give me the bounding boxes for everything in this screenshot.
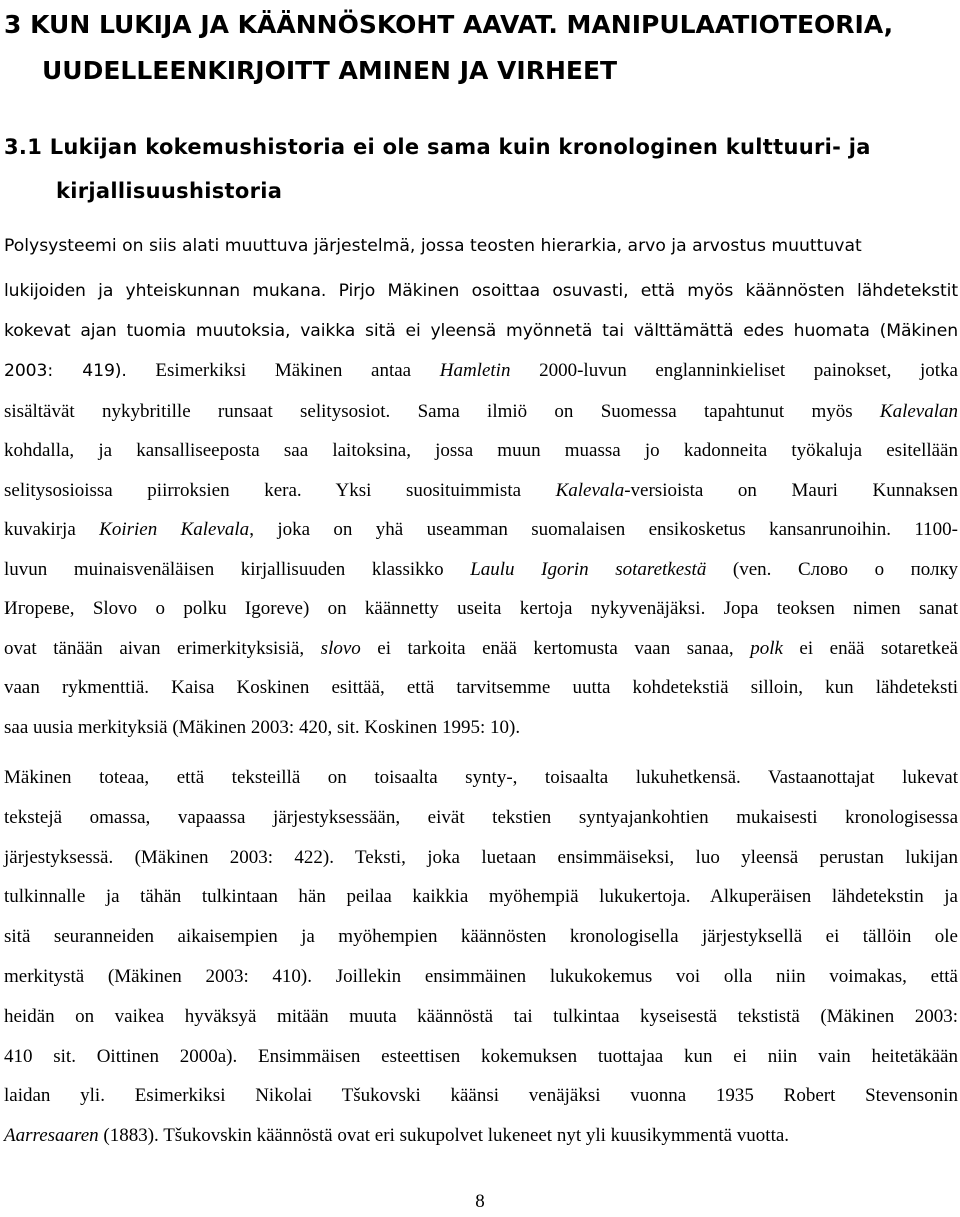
paragraph-text: Esimerkiksi Mäkinen antaa	[126, 360, 440, 381]
page-number: 8	[475, 1191, 485, 1212]
paragraph-text: sisältävät nykybritille runsaat selitysosiot.	[4, 400, 391, 422]
paragraph-text: -versioista on Mauri Kunnaksen	[624, 479, 958, 501]
paragraph-line: Polysysteemi on siis alati muuttuva järjestelmä, jossa teosten hierarkia, arvo ja arvostus muuttuvat	[4, 236, 862, 256]
paragraph-line: heidän on vaikea hyväksyä mitään muuta käännöstä tai tulkintaa kyseisestä tekstistä (Mäkinen 2003:	[4, 1005, 958, 1027]
paragraph-line: sitä seuranneiden aikaisempien ja myöhempien käännösten kronologisella järjestyksellä ei tällöin ole	[4, 926, 958, 948]
italic-title: Aarresaaren	[4, 1125, 99, 1147]
italic-word: polk	[750, 637, 783, 659]
paragraph-text: luvun muinaisvenäläisen kirjallisuuden klassikko	[4, 558, 471, 580]
paragraph-line	[4, 510, 958, 550]
paragraph-1	[4, 271, 958, 747]
paragraph-text: selitysosioissa piirroksien kera.	[4, 479, 302, 501]
italic-title: Kalevala	[555, 479, 625, 501]
paragraph-line	[4, 271, 958, 312]
paragraph-text: lukijoiden ja yhteiskunnan mukana.	[4, 281, 327, 301]
italic-title: Laulu Igorin sotaretkestä	[470, 558, 707, 580]
paragraph-line: 410 sit. Oittinen 2000a). Ensimmäisen esteettisen kokemuksen tuottajaa kun ei niin vain heitetäkään	[4, 1045, 958, 1067]
paragraph-line	[4, 471, 958, 511]
section-heading	[4, 125, 956, 213]
paragraph-text: 2003: 419).	[4, 361, 127, 381]
paragraph-line	[4, 392, 958, 432]
paragraph-line: Mäkinen toteaa, että teksteillä on toisaalta synty-, toisaalta lukuhetkensä. Vastaanottajat lukevat	[4, 767, 958, 788]
chapter-heading-line-2: UUDELLEENKIRJOITT AMINEN JA VIRHEET	[42, 56, 618, 85]
italic-title: Kalevalan	[879, 400, 959, 422]
paragraph-line	[4, 1116, 958, 1156]
paragraph-line: kohdalla, ja kansalliseeposta saa laitoksina, jossa muun muassa jo kadonneita työkaluja esitellään	[4, 440, 958, 461]
section-heading-line-1: 3.1 Lukijan kokemushistoria ei ole sama kuin kronologinen kulttuuri- ja	[4, 135, 871, 159]
paragraph-text: Yksi suosituimmista	[301, 479, 556, 501]
paragraph-line: tulkinnalle ja tähän tulkintaan hän peilaa kaikkia myöhempiä lukukertoja. Alkuperäisen lähdetekstin ja	[4, 886, 958, 908]
paragraph-text: ovat tänään aivan erimerkityksisiä,	[4, 637, 321, 659]
paragraph-text: (ven. Слово о полку	[706, 558, 959, 580]
italic-word: slovo	[320, 637, 361, 659]
paragraph-text: kuvakirja	[4, 519, 100, 540]
paragraph-text: Pirjo Mäkinen osoittaa osuvasti, että myös käännösten lähdetekstit	[326, 281, 958, 301]
paragraph-line: laidan yli. Esimerkiksi Nikolai Tšukovski käänsi venäjäksi vuonna 1935 Robert Stevensonin	[4, 1085, 958, 1107]
paragraph-line: vaan rykmenttiä. Kaisa Koskinen esittää, että tarvitsemme uutta kohdetekstiä silloin, kun lähdeteksti	[4, 677, 958, 698]
paragraph-line: järjestyksessä. (Mäkinen 2003: 422). Teksti, joka luetaan ensimmäiseksi, luo yleensä perustan lukijan	[4, 846, 958, 868]
paragraph-text: Sama ilmiö on Suomessa tapahtunut myös	[390, 400, 880, 422]
paragraph-2	[4, 758, 958, 1156]
paragraph-line: merkitystä (Mäkinen 2003: 410). Joillekin ensimmäinen lukukokemus voi olla niin voimakas, että	[4, 965, 958, 987]
italic-title: Hamletin	[439, 360, 511, 381]
chapter-heading-line-1: 3 KUN LUKIJA JA KÄÄNNÖSKOHT AAVAT. MANIPULAATIOTEORIA,	[4, 10, 894, 39]
paragraph-line	[4, 629, 958, 669]
paragraph-line	[4, 550, 958, 590]
paragraph-text: 2000-luvun englanninkieliset painokset, jotka	[510, 360, 958, 381]
chapter-heading	[4, 2, 956, 94]
paragraph-text: ei enää sotaretkeä	[782, 637, 958, 659]
paragraph-line: tekstejä omassa, vapaassa järjestyksessään, eivät tekstien syntyajankohtien mukaisesti kronologisessa	[4, 806, 958, 828]
paragraph-1-first-line	[4, 226, 958, 267]
section-heading-line-2: kirjallisuushistoria	[56, 179, 283, 203]
paragraph-text: (1883). Tšukovskin käännöstä ovat eri sukupolvet lukeneet nyt yli kuusikymmentä vuotta.	[98, 1125, 790, 1147]
paragraph-text: , joka on yhä useamman suomalaisen ensikosketus kansanrunoihin. 1100-	[249, 519, 958, 540]
italic-title: Koirien Kalevala	[99, 519, 250, 540]
paragraph-line: saa uusia merkityksiä (Mäkinen 2003: 420, sit. Koskinen 1995: 10).	[4, 716, 521, 738]
paragraph-line: Игореве, Slovo o polku Igoreve) on käännetty useita kertoja nykyvenäjäksi. Jopa teoksen nimen sanat	[4, 598, 958, 619]
paragraph-text: ei tarkoita enää kertomusta vaan sanaa,	[360, 637, 751, 659]
paragraph-line	[4, 351, 958, 392]
paragraph-line: kokevat ajan tuomia muutoksia, vaikka sitä ei yleensä myönnetä tai välttämättä edes huomata (Mäkinen	[4, 320, 958, 341]
